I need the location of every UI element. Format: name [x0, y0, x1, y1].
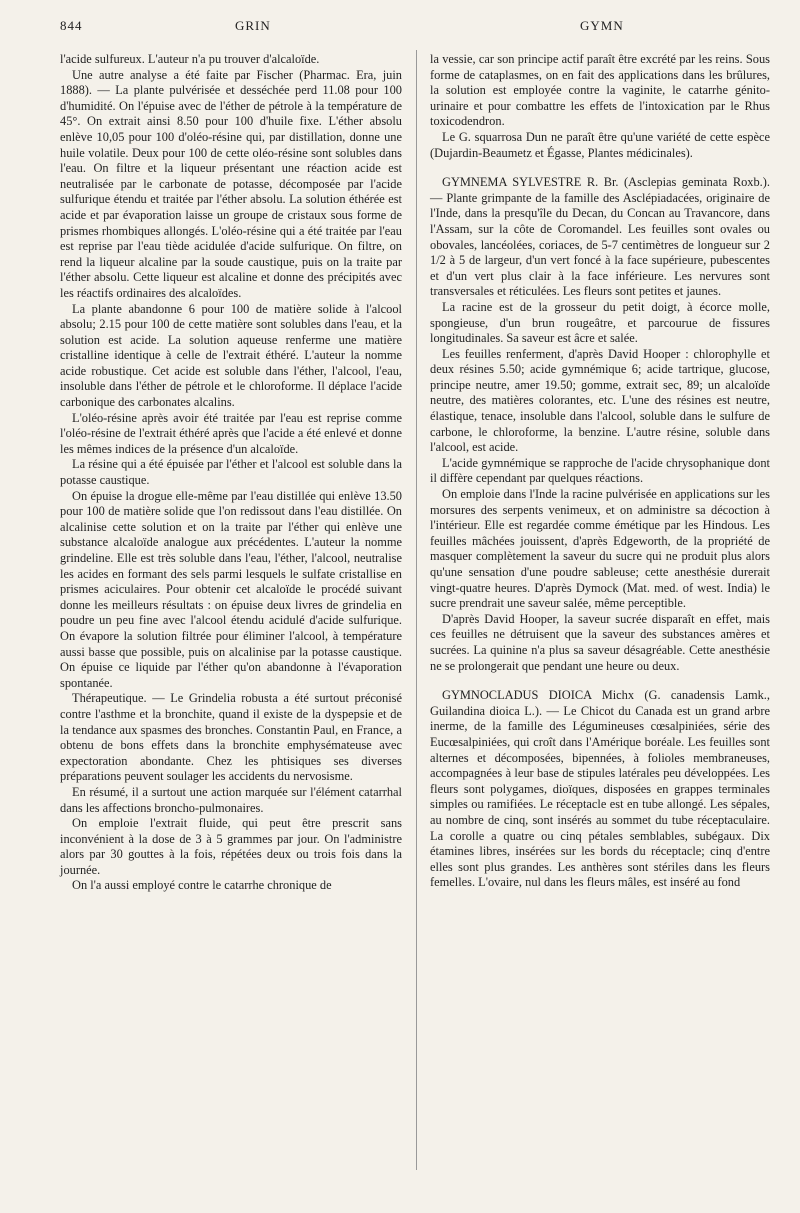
paragraph: En résumé, il a surtout une action marquée sur l'élément catarrhal dans les affections broncho-pulmonaires.	[60, 784, 402, 815]
paragraph: La résine qui a été épuisée par l'éther et l'alcool est soluble dans la potasse caustique.	[60, 457, 402, 488]
paragraph: On emploie dans l'Inde la racine pulvérisée en applications sur les morsures des serpents venimeux, et on administre sa décoction à l'intérieur. Elle est regardée comme émétique par les Hindous. Les feuilles mâchées jouissent, d'après Edgeworth, de la propriété de masquer complètement la saveur du sucre qui ne produit plus alors qu'une sensation d'une poudre sableuse; cette anesthésie durerait vingt-quatre heures. D'après Dymock (Mat. med. of west. India) le sucre prendrait une saveur salée, même perceptible.	[430, 487, 770, 611]
running-header	[60, 18, 772, 40]
running-title-right: GYMN	[580, 18, 624, 33]
column-divider	[416, 50, 417, 1170]
paragraph: Les feuilles renferment, d'après David Hooper : chlorophylle et deux résines 5.50; acide gymnémique 6; acide tartrique, glucose, principe neutre, amer 19.50; gomme, extrait sec, 89; un alcaloïde neutre, des matières colorantes, etc. L'une des résines est neutre, élastique, tenace, insoluble dans l'alcool, soluble dans le sulfure de carbone, le chloroforme, la benzine. L'autre résine, soluble dans l'alcool, est acide.	[430, 346, 770, 455]
page-number: 844	[60, 18, 83, 33]
paragraph: l'acide sulfureux. L'auteur n'a pu trouver d'alcaloïde.	[60, 52, 320, 66]
left-column	[60, 52, 402, 894]
paragraph: Une autre analyse a été faite par Fischer (Pharmac. Era, juin 1888). — La plante pulvérisée et desséchée perd 11.08 pour 100 d'humidité. On l'épuise avec de l'éther de pétrole à la température de 45°. On extrait ainsi 8.50 pour 100 d'huile fixe. L'éther absolu enlève 10,05 pour 100 d'oléo-résine qui, par distillation, donne une huile volatile. Deux pour 100 de cette oléo-résine sont solubles dans l'eau. On filtre et la liqueur présentant une réaction acide est neutralisée par le carbonate de potasse, décomposée par l'acide sulfurique étendu et traitée par l'éther absolu. La solution éthérée est acide et par évaporation laisse un groupe de cristaux sous forme de prismes rhombiques allongés. L'oléo-résine qui a été traitée par l'eau est reprise par l'eau tiède acidulée d'acide sulfurique. On filtre, on rend la liqueur alcaline par la soude caustique, puis on la traite par l'éther absolu. Cette liqueur est alcaline et donne des précipités avec les réactifs ordinaires des alcaloïdes.	[60, 67, 402, 300]
paragraph: On l'a aussi employé contre le catarrhe chronique de	[72, 878, 332, 893]
entry-gymnema: GYMNEMA SYLVESTRE R. Br. (Asclepias geminata Roxb.). — Plante grimpante de la famille des Asclépiadacées, originaire de l'Inde, dans la presqu'île du Decan, du Concan au Travancore, dans l'Assam, sur la côte de Coromandel. Les feuilles sont ovales ou obovales, lancéolées, coriaces, de 5-7 centimètres de longueur sur 2 1/2 à 5 de largeur, d'un vert foncé à la face supérieure, pubescentes et d'un vert plus clair à la face inférieure. Les nervures sont transversales et réticulées. Les fleurs sont petites et jaunes.	[430, 175, 770, 299]
paragraph: Le G. squarrosa Dun ne paraît être qu'une variété de cette espèce (Dujardin-Beaumetz et Égasse, Plantes médicinales).	[430, 129, 770, 160]
paragraph: La racine est de la grosseur du petit doigt, à écorce molle, spongieuse, d'un brun rougeâtre, et parcourue de fissures longitudinales. Sa saveur est âcre et salée.	[430, 299, 770, 346]
right-column	[430, 52, 770, 891]
paragraph: On emploie l'extrait fluide, qui peut être prescrit sans inconvénient à la dose de 3 à 5 grammes par jour. On l'administre alors par 30 gouttes à la fois, répétées deux ou trois fois dans la journée.	[60, 816, 402, 877]
paragraph: La plante abandonne 6 pour 100 de matière solide à l'alcool absolu; 2.15 pour 100 de cette matière sont solubles dans l'eau, et la solution est acide. La solution aqueuse renferme une matière cristalline identique à celle de l'extrait éthéré. L'auteur la nomme acide robustique. Cet acide est soluble dans l'éther, l'alcool, l'eau, insoluble dans l'éther de pétrole et le chloroforme. Il déplace l'acide carbonique des carbonates alcalins.	[60, 301, 402, 410]
running-title-left: GRIN	[235, 18, 271, 33]
paragraph: L'acide gymnémique se rapproche de l'acide chrysophanique dont il diffère cependant par quelques réactions.	[430, 455, 770, 486]
paragraph: Thérapeutique. — Le Grindelia robusta a été surtout préconisé contre l'asthme et la bronchite, quand il existe de la dyspepsie et de la tendance aux spasmes des bronches. Constantin Paul, en France, a obtenu de bons effets dans la bronchite emphysémateuse avec expectoration abondante. Chez les phtisiques ses diverses préparations peuvent soulager les accidents du nervosisme.	[60, 691, 402, 784]
paragraph: D'après David Hooper, la saveur sucrée disparaît en effet, mais ces feuilles ne détruisent que la saveur des substances amères et sucrées. La quinine n'a plus sa saveur désagréable. Cette anesthésie ne se prolongerait que pendant une heure ou deux.	[430, 611, 770, 673]
paragraph: L'oléo-résine après avoir été traitée par l'eau est reprise comme l'oléo-résine de l'extrait éthéré après que l'acide a été enlevé et donne les mêmes indices de la présence d'un alcaloïde.	[60, 410, 402, 456]
paragraph: la vessie, car son principe actif paraît être excrété par les reins. Sous forme de cataplasmes, on en fait des applications dans les brûlures, la solution est employée contre la vaginite, le catarrhe génito-urinaire et pour combattre les effets de l'intoxication par le Rhus toxicodendron.	[430, 52, 770, 129]
paragraph: On épuise la drogue elle-même par l'eau distillée qui enlève 13.50 pour 100 de matière solide que l'on redissout dans l'eau distillée. On alcalinise cette solution et on la traite par l'éther qui enlève une substance alcaloïde analogue aux précédentes. L'auteur la nomme grindeline. Elle est très soluble dans l'eau, l'éther, l'alcool, neutralise les acides en formant des sels parmi lesquels le sulfate cristallise en prismes aciculaires. Pour obtenir cet alcaloïde le procédé suivant donne les meilleurs résultats : on épuise deux livres de grindelia en poudre un peu fine avec l'alcool étendu acidulé d'acide sulfurique. On évapore la solution filtrée pour éliminer l'alcool, à température aussi basse que possible, puis on alcalinise par la potasse caustique. On épuise ce liquide par l'éther qu'on abandonne à l'évaporation spontanée.	[60, 488, 402, 690]
entry-gymnocladus: GYMNOCLADUS DIOICA Michx (G. canadensis Lamk., Guilandina dioica L.). — Le Chicot du Canada est un grand arbre inerme, de la famille des Légumineuses cœsalpiniées, série des Eucœsalpiniées, qui croît dans l'Amérique boréale. Les feuilles sont alternes et décomposées, bipennées, à folioles membraneuses, accompagnées à leur base de stipules latérales peu développées. Les fleurs sont polygames, dioïques, disposées en grappes terminales simples ou ramifiées. Le réceptacle est en tube allongé. Les sépales, au nombre de cinq, sont insérés au sommet du tube réceptaculaire. La corolle a quatre ou cinq pétales semblables, subégaux. Dix étamines libres, insérées sur les bords du réceptacle; cinq d'entre elles sont plus grandes. Les anthères sont stériles dans les fleurs femelles. L'ovaire, nul dans les fleurs mâles, est inséré au fond	[430, 688, 770, 890]
